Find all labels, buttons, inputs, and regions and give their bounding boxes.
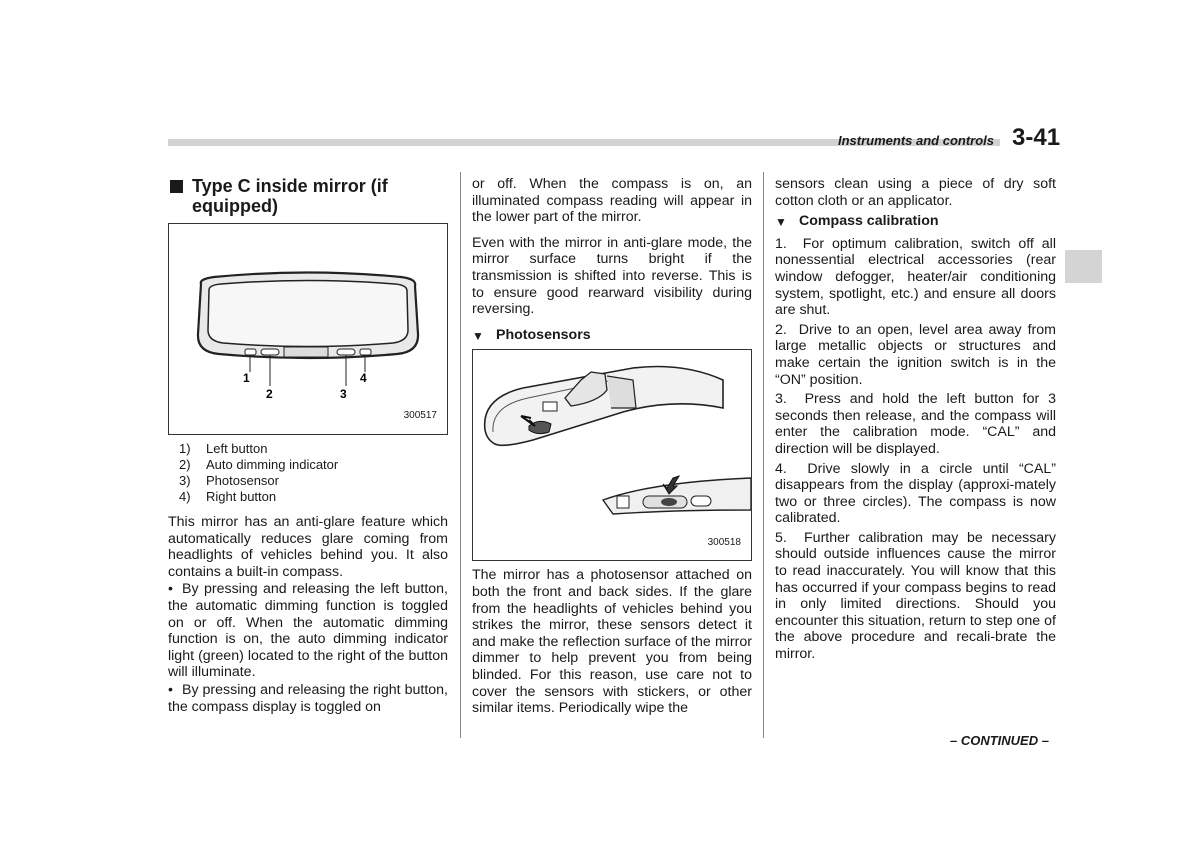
bullet-dot-icon: •: [168, 681, 173, 698]
column-2: [472, 176, 752, 718]
callout-legend: [168, 441, 448, 505]
header-section-title: Instruments and controls: [838, 133, 995, 148]
square-bullet-icon: [170, 180, 183, 193]
calibration-step-3: 3. Press and hold the left button for 3 seconds then release, and the compass will enter the calibration mode. “CAL” and direction will be displayed.: [775, 391, 1056, 457]
callout-leaders: [250, 355, 365, 386]
photosensor-illustration: [473, 350, 751, 560]
bullet-paragraph-2: • By pressing and releasing the right button, the compass display is toggled on: [168, 681, 448, 715]
column-divider-1: [460, 172, 461, 738]
section-heading: [168, 176, 448, 216]
compass-calibration-subheading: ▼ Compass calibration: [775, 213, 939, 230]
section-heading-text: Type C inside mirror (if equipped): [192, 176, 388, 216]
photosensor-figure: [472, 349, 752, 561]
photosensors-subheading: ▼ Photosensors: [472, 326, 591, 343]
page-number: 3-41: [1012, 124, 1061, 151]
legend-item: 2) Auto dimming indicator: [179, 457, 339, 472]
bullet-paragraph-1: • By pressing and releasing the left button, the automatic dimming function is toggled on or off. When the automatic dimming function is on, the auto dimming indicator light (green) located to the right of the button will illuminate.: [168, 581, 448, 681]
calibration-step-4: 4. Drive slowly in a circle until “CAL” disappears from the display (approxi-mately two or three circles). The compass is now calibrated.: [775, 460, 1056, 527]
figure-number: 300518: [707, 536, 741, 548]
callout-3: 3: [340, 387, 347, 401]
inside-mirror-illustration: [169, 224, 447, 434]
legend-item: 4) Right button: [179, 489, 277, 504]
intro-paragraph: This mirror has an anti-glare feature which automatically reduces glare coming from headlights of vehicles behind you. It also contains a built-in compass.: [168, 514, 448, 580]
figure-number: 300517: [403, 410, 437, 422]
chapter-thumb-tab: [1065, 250, 1102, 283]
column-divider-2: [763, 172, 764, 738]
calibration-step-2: 2. Drive to an open, level area away from large metallic objects or structures and make certain the ignition switch is in the “ON” position.: [775, 321, 1056, 388]
callout-2: 2: [266, 387, 273, 401]
continuation-paragraph: sensors clean using a piece of dry soft cotton cloth or an applicator.: [775, 176, 1056, 209]
column-1: [168, 176, 448, 716]
photosensor-paragraph: The mirror has a photosensor attached on both the front and back sides. If the glare from the headlights of vehicles behind you strikes the mirror, these sensors detect it and make the reflection surface of the mirror dimmer to help prevent you from being blinded. For this reason, use care not to cover the sensors with stickers, or other similar items. Periodically wipe the: [472, 567, 752, 717]
callout-4: 4: [360, 371, 367, 385]
continued-footer: – CONTINUED –: [950, 733, 1049, 748]
calibration-step-5: 5. Further calibration may be necessary should outside influences cause the mirror to read inaccurately. You will know that this has occurred if your compass begins to read in only limited directions. Should you encounter this situation, return to step one of the above procedure and recali-brate the mirror.: [775, 529, 1056, 663]
triangle-down-icon: ▼: [472, 328, 484, 343]
legend-item: 1) Left button: [179, 441, 268, 456]
reverse-paragraph: Even with the mirror in anti-glare mode, the mirror surface turns bright if the transmission is shifted into reverse. This is to ensure good rearward visibility during reversing.: [472, 234, 752, 318]
mirror-figure: [168, 223, 448, 435]
triangle-down-icon: ▼: [775, 215, 787, 230]
bullet-dot-icon: •: [168, 581, 173, 598]
calibration-step-1: 1. For optimum calibration, switch off all nonessential electrical accessories (rear window defogger, heater/air conditioning system, spotlight, etc.) and ensure all doors are shut.: [775, 235, 1056, 319]
column-3: [775, 176, 1056, 666]
continuation-paragraph: or off. When the compass is on, an illuminated compass reading will appear in the lower part of the mirror.: [472, 176, 752, 226]
callout-1: 1: [243, 371, 250, 385]
legend-item: 3) Photosensor: [179, 473, 279, 488]
